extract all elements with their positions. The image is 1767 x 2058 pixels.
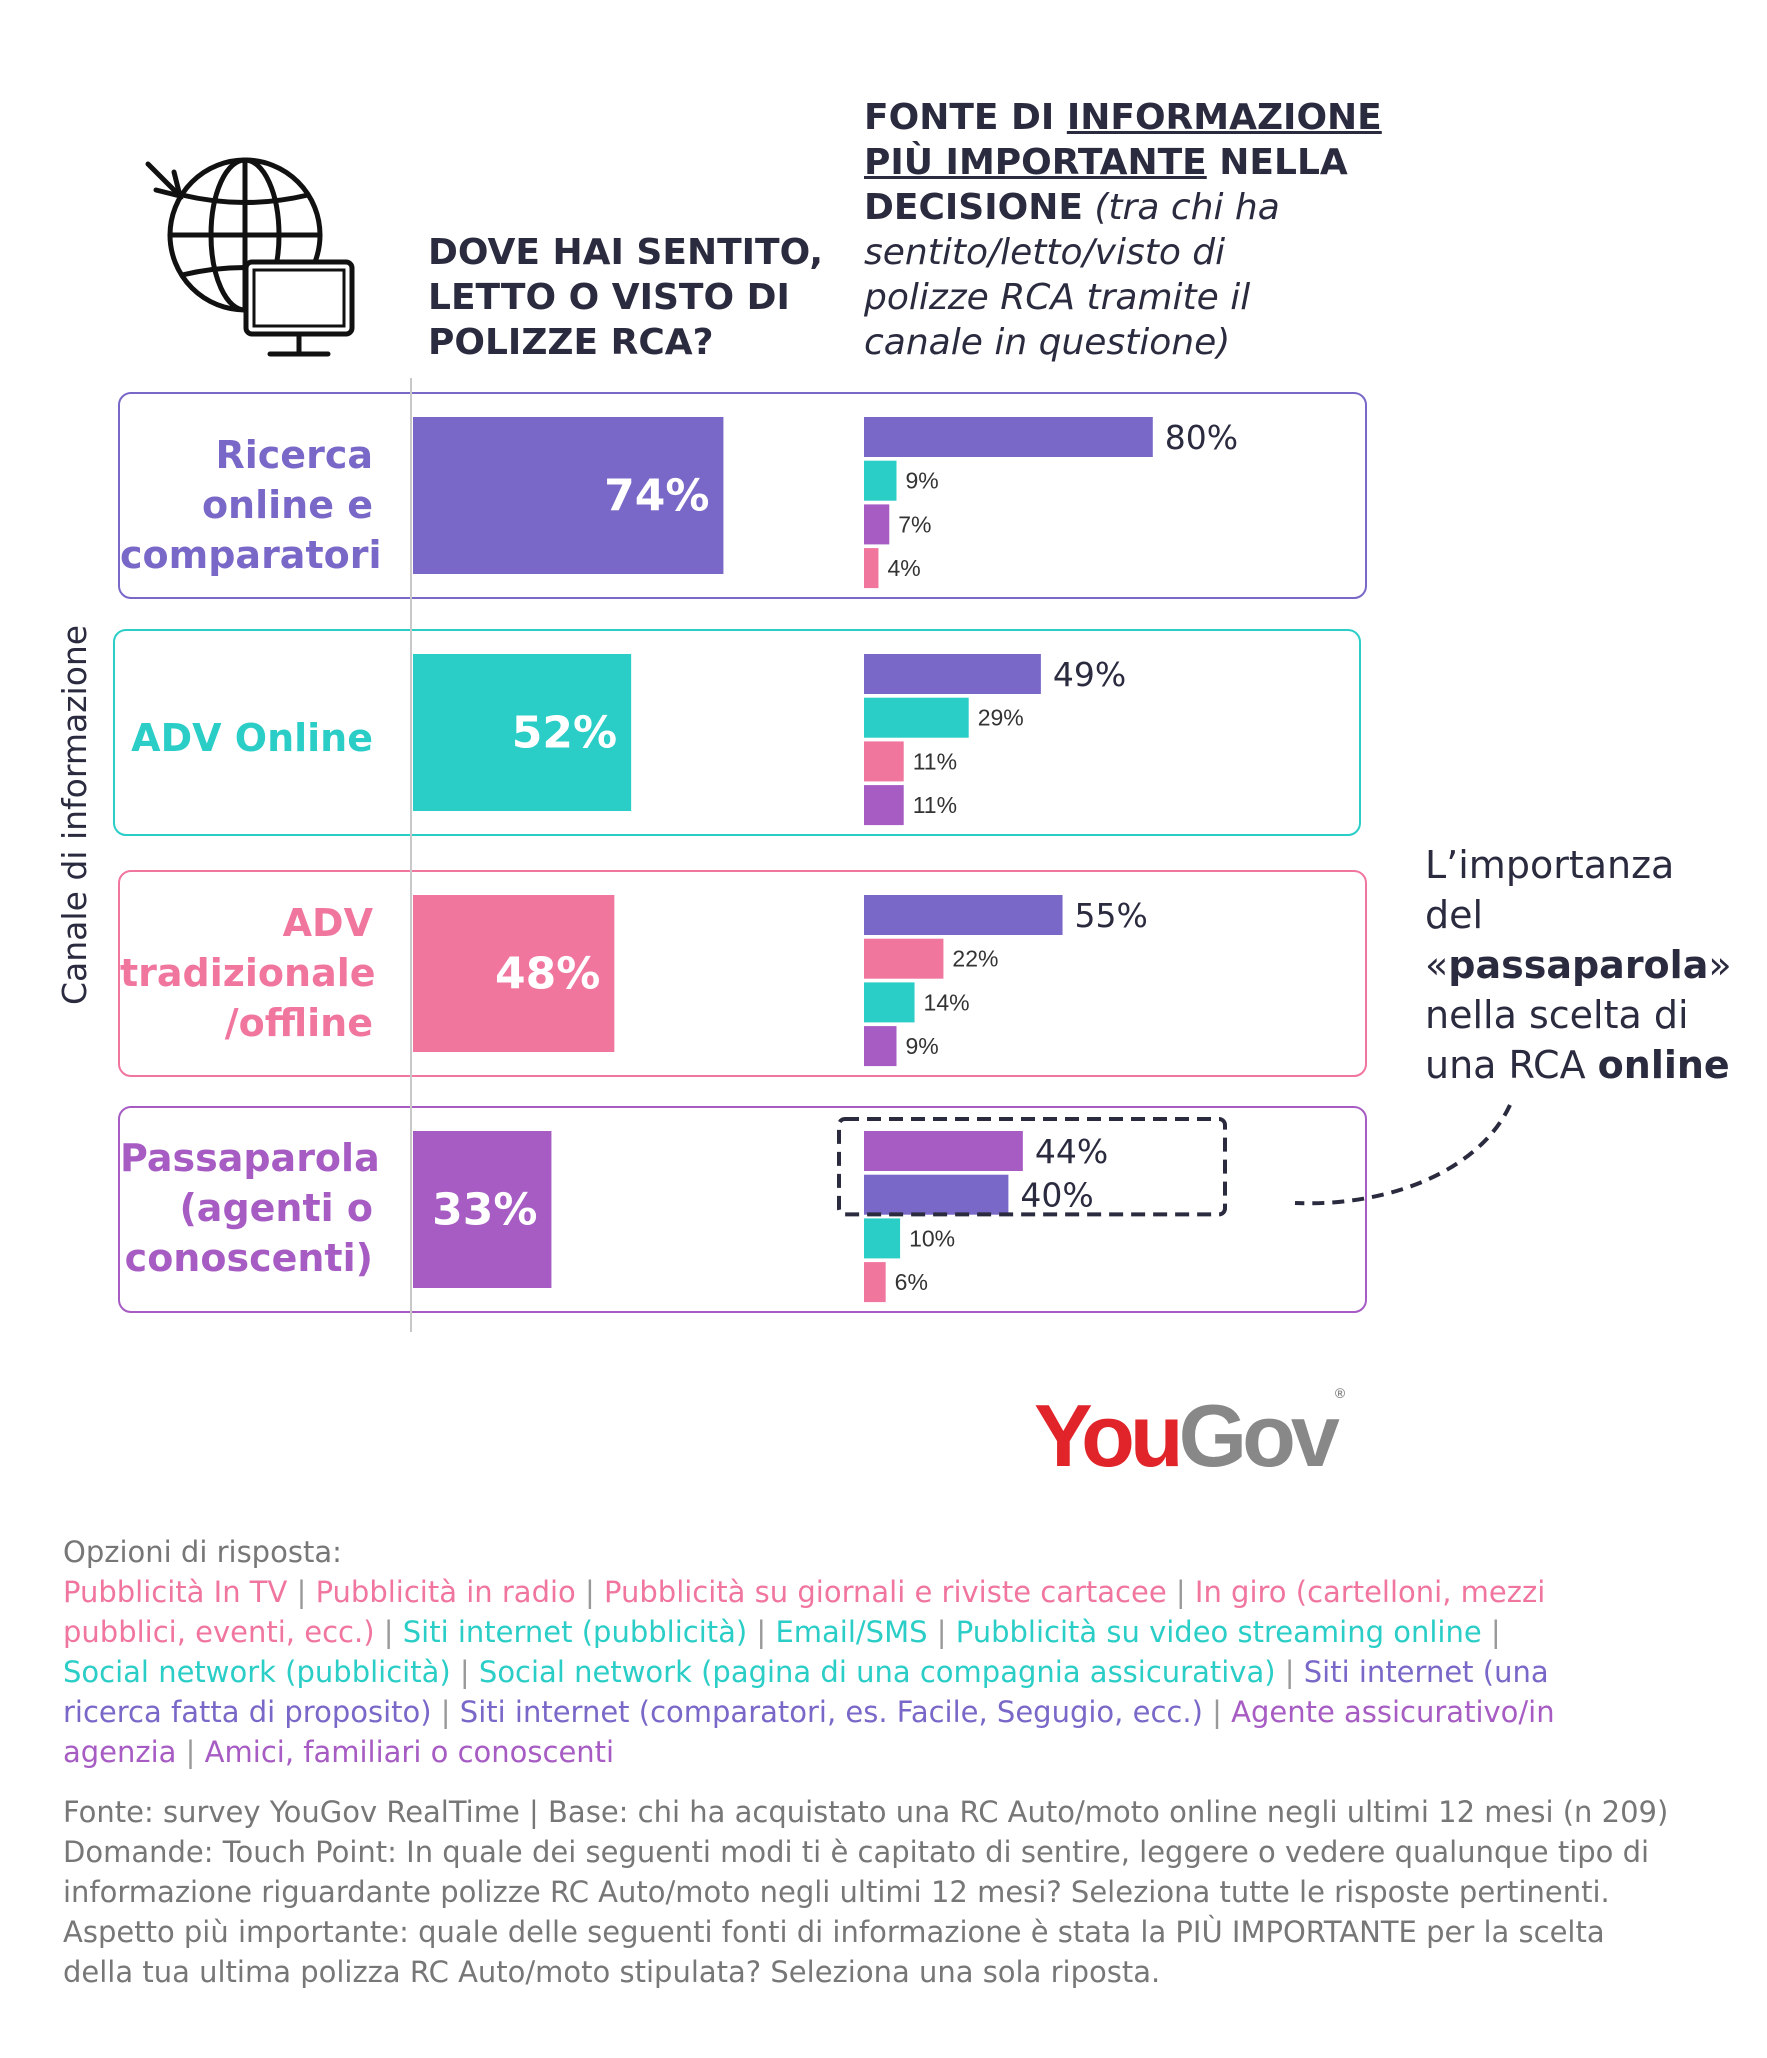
- logo-gov: Gov: [1178, 1386, 1335, 1485]
- options-separator: |: [575, 1575, 605, 1609]
- reach-header-line: LETTO O VISTO DI: [428, 277, 790, 318]
- answer-option: Pubblicità In TV: [63, 1575, 288, 1609]
- reach-value-label: 48%: [495, 948, 601, 1000]
- importance-value-label: 10%: [909, 1225, 956, 1252]
- importance-header-text: NELLA: [1206, 142, 1348, 183]
- callout-emphasis: passaparola: [1448, 943, 1709, 987]
- source-line: Fonte: survey YouGov RealTime | Base: chi ha acquistato una RC Auto/moto online negli ultimi 12 mesi (n 209): [63, 1795, 1669, 1829]
- channel-label-line: Passaparola: [120, 1136, 380, 1180]
- channel-label-line: Ricerca: [215, 433, 373, 477]
- options-separator: |: [374, 1615, 403, 1649]
- callout-line: L’importanza: [1425, 843, 1675, 887]
- options-line: [63, 1612, 1753, 1652]
- options-line: [63, 1732, 1753, 1772]
- importance-value-label: 11%: [912, 792, 958, 819]
- importance-value-label: 40%: [1020, 1175, 1094, 1215]
- options-separator: |: [431, 1695, 460, 1729]
- channel-label: [120, 430, 382, 580]
- answer-option: agenzia: [63, 1735, 177, 1769]
- answer-option: Siti internet (pubblicità): [402, 1615, 748, 1649]
- options-line: [63, 1652, 1753, 1692]
- importance-value-label: 49%: [1052, 655, 1127, 694]
- logo-you: You: [1034, 1386, 1179, 1485]
- importance-header-note: polizze RCA tramite il: [864, 277, 1251, 318]
- importance-bar: [864, 1131, 1023, 1171]
- options-separator: |: [1481, 1615, 1501, 1649]
- options-separator: |: [1166, 1575, 1195, 1609]
- importance-bar: [864, 1026, 896, 1066]
- importance-bar: [864, 895, 1063, 935]
- answer-option: In giro (cartelloni, mezzi: [1194, 1575, 1546, 1609]
- importance-bar: [864, 417, 1153, 457]
- importance-value-label: 14%: [923, 989, 970, 1016]
- importance-bar: [864, 654, 1041, 694]
- reach-value-label: 33%: [432, 1184, 538, 1236]
- importance-bar: [864, 785, 904, 825]
- channel-label-line: comparatori: [120, 533, 382, 577]
- callout-emphasis: online: [1597, 1043, 1730, 1087]
- answer-option: Pubblicità su video streaming online: [955, 1615, 1482, 1649]
- options-separator: |: [287, 1575, 316, 1609]
- options-separator: |: [927, 1615, 956, 1649]
- questions-line: della tua ultima polizza RC Auto/moto stipulata? Seleziona una sola riposta.: [63, 1955, 1161, 1989]
- questions-line: Domande: Touch Point: In quale dei seguenti modi ti è capitato di sentire, leggere o vedere qualunque tipo di: [63, 1835, 1650, 1869]
- channel-label-line: tradizionale: [120, 951, 376, 995]
- channel-label: [120, 898, 376, 1048]
- answer-option: Pubblicità su giornali e riviste cartacee: [604, 1575, 1167, 1609]
- options-separator: |: [450, 1655, 479, 1689]
- reach-value-label: 74%: [604, 470, 710, 522]
- importance-bar: [864, 1175, 1008, 1215]
- channel-label: [120, 1133, 380, 1283]
- logo-registered: ®: [1334, 1385, 1346, 1401]
- answer-option: Amici, familiari o conoscenti: [204, 1735, 615, 1769]
- channel-label-line: /offline: [224, 1001, 373, 1045]
- channel-label-line: ADV: [282, 901, 373, 945]
- callout-text: «: [1425, 943, 1449, 987]
- importance-header-text: PIÙ IMPORTANTE: [864, 142, 1207, 183]
- channel-label-line: ADV Online: [131, 716, 373, 760]
- callout-line: nella scelta di: [1425, 993, 1689, 1037]
- importance-bar: [864, 698, 969, 738]
- importance-value-label: 55%: [1074, 896, 1148, 935]
- reach-value-label: 52%: [511, 707, 618, 759]
- answer-option: ricerca fatta di proposito): [63, 1695, 432, 1729]
- answer-option: Social network (pubblicità): [63, 1655, 451, 1689]
- importance-header-text: DECISIONE: [864, 187, 1083, 228]
- options-line: [63, 1692, 1753, 1732]
- yougov-logo: [1034, 1385, 1345, 1487]
- importance-bar: [864, 1218, 900, 1258]
- callout-line: del: [1425, 893, 1484, 937]
- channel-label-line: conoscenti): [124, 1236, 373, 1280]
- channel-label-line: online e: [201, 483, 373, 527]
- footer-source: [63, 1792, 1753, 1992]
- answer-option: Siti internet (comparatori, es. Facile, Segugio, ecc.): [459, 1695, 1203, 1729]
- importance-bar: [864, 939, 943, 979]
- importance-value-label: 7%: [898, 511, 932, 538]
- importance-header-note: (tra chi ha: [1082, 187, 1280, 228]
- y-axis-label: Canale di informazione: [55, 624, 94, 1005]
- questions-line: informazione riguardante polizze RC Auto/moto negli ultimi 12 mesi? Seleziona tutte le risposte pertinenti.: [63, 1875, 1610, 1909]
- importance-value-label: 22%: [952, 945, 999, 972]
- answer-option: Siti internet (una: [1303, 1655, 1549, 1689]
- importance-value-label: 29%: [977, 704, 1024, 731]
- importance-bar: [864, 741, 904, 781]
- importance-bar: [864, 982, 915, 1022]
- importance-value-label: 9%: [905, 467, 939, 494]
- channel-label: [120, 713, 373, 763]
- importance-value-label: 11%: [912, 748, 958, 775]
- importance-value-label: 80%: [1164, 418, 1239, 457]
- footer-options: [63, 1532, 1753, 1772]
- importance-value-label: 6%: [894, 1269, 928, 1296]
- importance-value-label: 9%: [905, 1033, 939, 1060]
- importance-bar: [864, 461, 896, 501]
- answer-option: pubblici, eventi, ecc.): [63, 1615, 375, 1649]
- importance-header-note: canale in questione): [864, 322, 1231, 363]
- reach-header-line: DOVE HAI SENTITO,: [428, 232, 824, 273]
- options-separator: |: [1275, 1655, 1304, 1689]
- questions-line: Aspetto più importante: quale delle seguenti fonti di informazione è stata la PIÙ IMPORTANTE per la scelta: [63, 1915, 1605, 1949]
- answer-option: Social network (pagina di una compagnia assicurativa): [478, 1655, 1276, 1689]
- channel-label-line: (agenti o: [179, 1186, 373, 1230]
- importance-value-label: 4%: [887, 555, 921, 582]
- importance-header-note: sentito/letto/visto di: [864, 232, 1226, 273]
- options-title: Opzioni di risposta:: [63, 1535, 342, 1569]
- options-separator: |: [176, 1735, 205, 1769]
- options-line: [63, 1572, 1753, 1612]
- options-separator: |: [747, 1615, 776, 1649]
- answer-option: Agente assicurativo/in: [1231, 1695, 1555, 1729]
- answer-option: Pubblicità in radio: [315, 1575, 576, 1609]
- callout-text: »: [1708, 943, 1732, 987]
- callout-text: [1425, 840, 1745, 1090]
- importance-value-label: 44%: [1034, 1132, 1109, 1171]
- callout-arrow: [1290, 1095, 1530, 1215]
- callout-text: una RCA: [1425, 1043, 1598, 1087]
- importance-bar: [864, 548, 878, 588]
- options-separator: |: [1202, 1695, 1232, 1729]
- importance-bar: [864, 504, 889, 544]
- reach-header-line: POLIZZE RCA?: [428, 322, 714, 363]
- importance-header-text: FONTE DI: [864, 97, 1067, 138]
- importance-bar: [864, 1262, 886, 1302]
- importance-header-text: INFORMAZIONE: [1066, 97, 1382, 138]
- answer-option: Email/SMS: [775, 1615, 928, 1649]
